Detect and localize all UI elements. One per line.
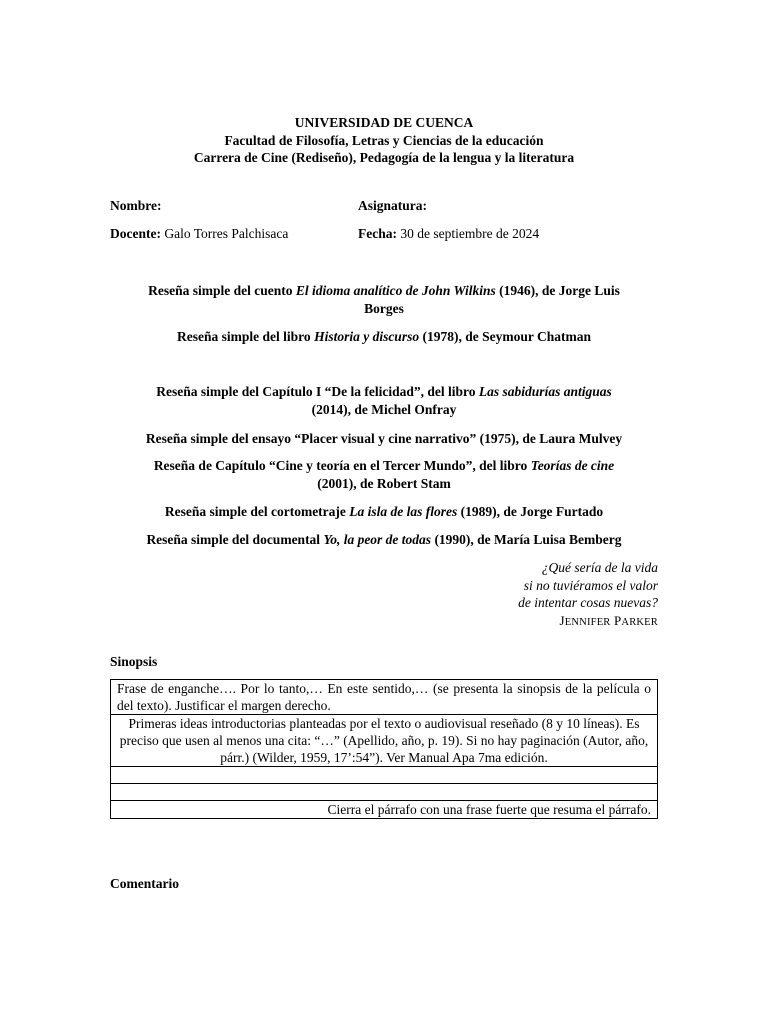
career-name: Carrera de Cine (Rediseño), Pedagogía de la lengua y la literatura <box>193 150 575 165</box>
info-row-2 <box>110 226 658 244</box>
review-title-3: Reseña simple del Capítulo I “De la felicidad”, del libro Las sabidurías antiguas (2014), de Michel Onfray <box>156 384 612 417</box>
info-row-1 <box>110 198 658 216</box>
fecha-value: 30 de septiembre de 2024 <box>396 226 540 241</box>
document-header <box>110 114 658 167</box>
docente-value: Galo Torres Palchisaca <box>160 226 289 241</box>
epigraph-quote <box>518 559 658 631</box>
review-title-7: Reseña simple del documental Yo, la peor de todas (1990), de María Luisa Bemberg <box>146 532 622 547</box>
asignatura-label: Asignatura: <box>358 198 428 213</box>
quote-author: JENNIFER PARKER <box>559 612 658 628</box>
sinopsis-table <box>110 679 658 819</box>
docente-label: Docente: <box>110 226 161 241</box>
sinopsis-row-empty-2[interactable] <box>111 784 658 801</box>
review-title-1: Reseña simple del cuento El idioma analítico de John Wilkins (1946), de Jorge Luis Borges <box>148 283 620 316</box>
sinopsis-row-empty-1[interactable] <box>111 767 658 784</box>
quote-line-1: ¿Qué sería de la vida <box>541 560 658 575</box>
sinopsis-row-closing[interactable]: Cierra el párrafo con una frase fuerte que resuma el párrafo. <box>111 801 658 819</box>
university-name: UNIVERSIDAD DE CUENCA <box>294 115 474 130</box>
sinopsis-row-1[interactable]: Frase de enganche…. Por lo tanto,… En este sentido,… (se presenta la sinopsis de la película o del texto). Justificar el margen derecho. <box>111 680 658 715</box>
sinopsis-heading: Sinopsis <box>110 654 158 669</box>
quote-line-2: si no tuviéramos el valor <box>523 577 658 593</box>
nombre-label: Nombre: <box>110 198 162 213</box>
fecha-label: Fecha: <box>358 226 397 241</box>
quote-line-3: de intentar cosas nuevas? <box>518 595 658 610</box>
review-title-4: Reseña simple del ensayo “Placer visual y cine narrativo” (1975), de Laura Mulvey <box>145 431 623 446</box>
faculty-name: Facultad de Filosofía, Letras y Ciencias de la educación <box>224 132 544 148</box>
comentario-heading: Comentario <box>110 876 179 891</box>
review-title-5: Reseña de Capítulo “Cine y teoría en el Tercer Mundo”, del libro Teorías de cine (2001), de Robert Stam <box>153 458 615 491</box>
review-title-2: Reseña simple del libro Historia y discurso (1978), de Seymour Chatman <box>177 329 591 344</box>
sinopsis-row-2[interactable]: Primeras ideas introductorias planteadas por el texto o audiovisual reseñado (8 y 10 líneas). Es preciso que usen al menos una cita: “…” (Apellido, año, p. 19). Si no hay paginación (Autor, año, párr.) (Wilder, 1959, 17’:54”). Ver Manual Apa 7ma edición. <box>111 715 658 767</box>
review-title-6: Reseña simple del cortometraje La isla de las flores (1989), de Jorge Furtado <box>164 504 604 519</box>
